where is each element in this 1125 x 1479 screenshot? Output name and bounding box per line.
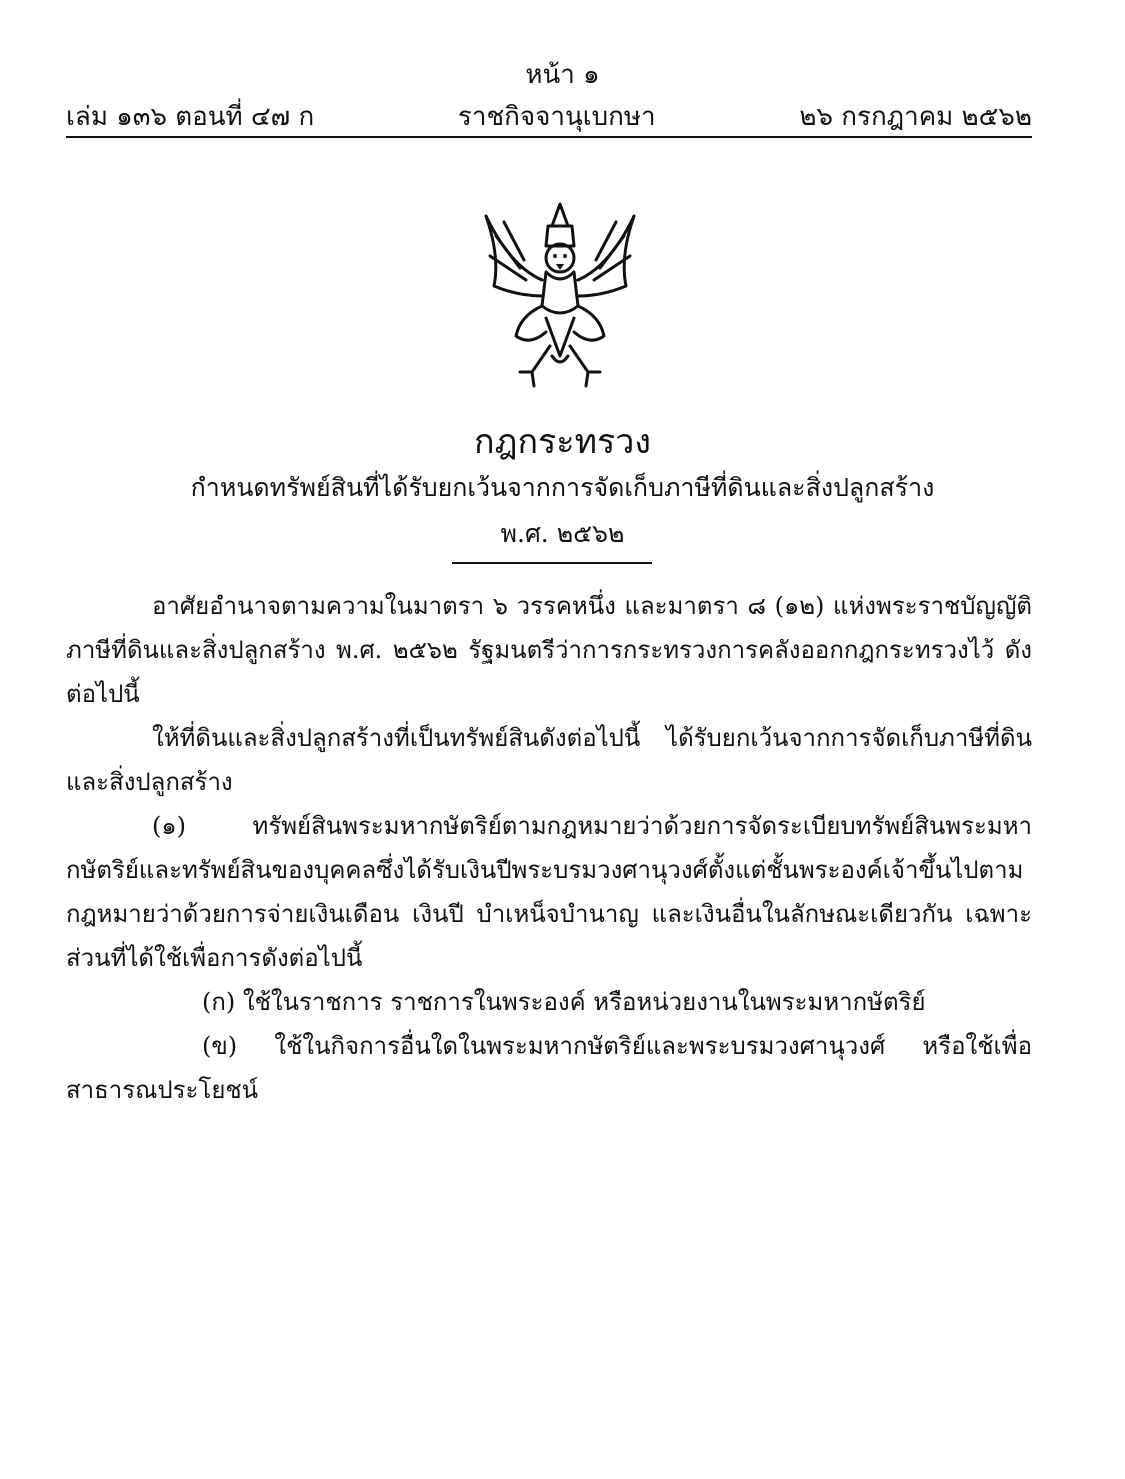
intro-paragraph: ให้ที่ดินและสิ่งปลูกสร้างที่เป็นทรัพย์สินดังต่อไปนี้ ได้รับยกเว้นจากการจัดเก็บภาษีที่ดินและสิ่งปลูกสร้าง: [66, 724, 1032, 796]
item-1-b: (ข) ใช้ในกิจการอื่นใดในพระมหากษัตริย์และพระบรมวงศานุวงศ์ หรือใช้เพื่อสาธารณประโยชน์: [66, 1032, 1032, 1104]
document-title: กฎกระทรวง: [474, 422, 651, 462]
item-1-a: (ก) ใช้ในราชการ ราชการในพระองค์ หรือหน่วยงานในพระมหากษัตริย์: [202, 988, 926, 1016]
document-body: [66, 584, 1032, 1112]
document-year: พ.ศ. ๒๕๖๒: [500, 519, 625, 548]
preamble-paragraph: อาศัยอำนาจตามความในมาตรา ๖ วรรคหนึ่ง และมาตรา ๘ (๑๒) แห่งพระราชบัญญัติภาษีที่ดินและสิ่งปลูกสร้าง พ.ศ. ๒๕๖๒ รัฐมนตรีว่าการกระทรวงการคลังออกกฎกระทรวงไว้ ดังต่อไปนี้: [66, 592, 1032, 708]
volume-issue: เล่ม ๑๓๖ ตอนที่ ๔๗ ก: [66, 102, 315, 132]
document-subtitle: กำหนดทรัพย์สินที่ได้รับยกเว้นจากการจัดเก็บภาษีที่ดินและสิ่งปลูกสร้าง: [190, 473, 935, 502]
garuda-emblem-icon: [460, 196, 660, 396]
header-divider: [66, 136, 1032, 138]
title-divider: [452, 562, 652, 564]
gazette-header: [66, 96, 1032, 137]
publication-name: ราชกิจจานุเบกษา: [457, 102, 656, 132]
item-1-paragraph: (๑) ทรัพย์สินพระมหากษัตริย์ตามกฎหมายว่าด้วยการจัดระเบียบทรัพย์สินพระมหากษัตริย์และทรัพย์สินของบุคคลซึ่งได้รับเงินปีพระบรมวงศานุวงศ์ตั้งแต่ชั้นพระองค์เจ้าขึ้นไปตามกฎหมายว่าด้วยการจ่ายเงินเดือน เงินปี บำเหน็จบำนาญ และเงินอื่นในลักษณะเดียวกัน เฉพาะส่วนที่ได้ใช้เพื่อการดังต่อไปนี้: [66, 812, 1032, 972]
publication-date: ๒๖ กรกฎาคม ๒๕๖๒: [799, 102, 1032, 132]
page-number: หน้า ๑: [525, 60, 600, 90]
